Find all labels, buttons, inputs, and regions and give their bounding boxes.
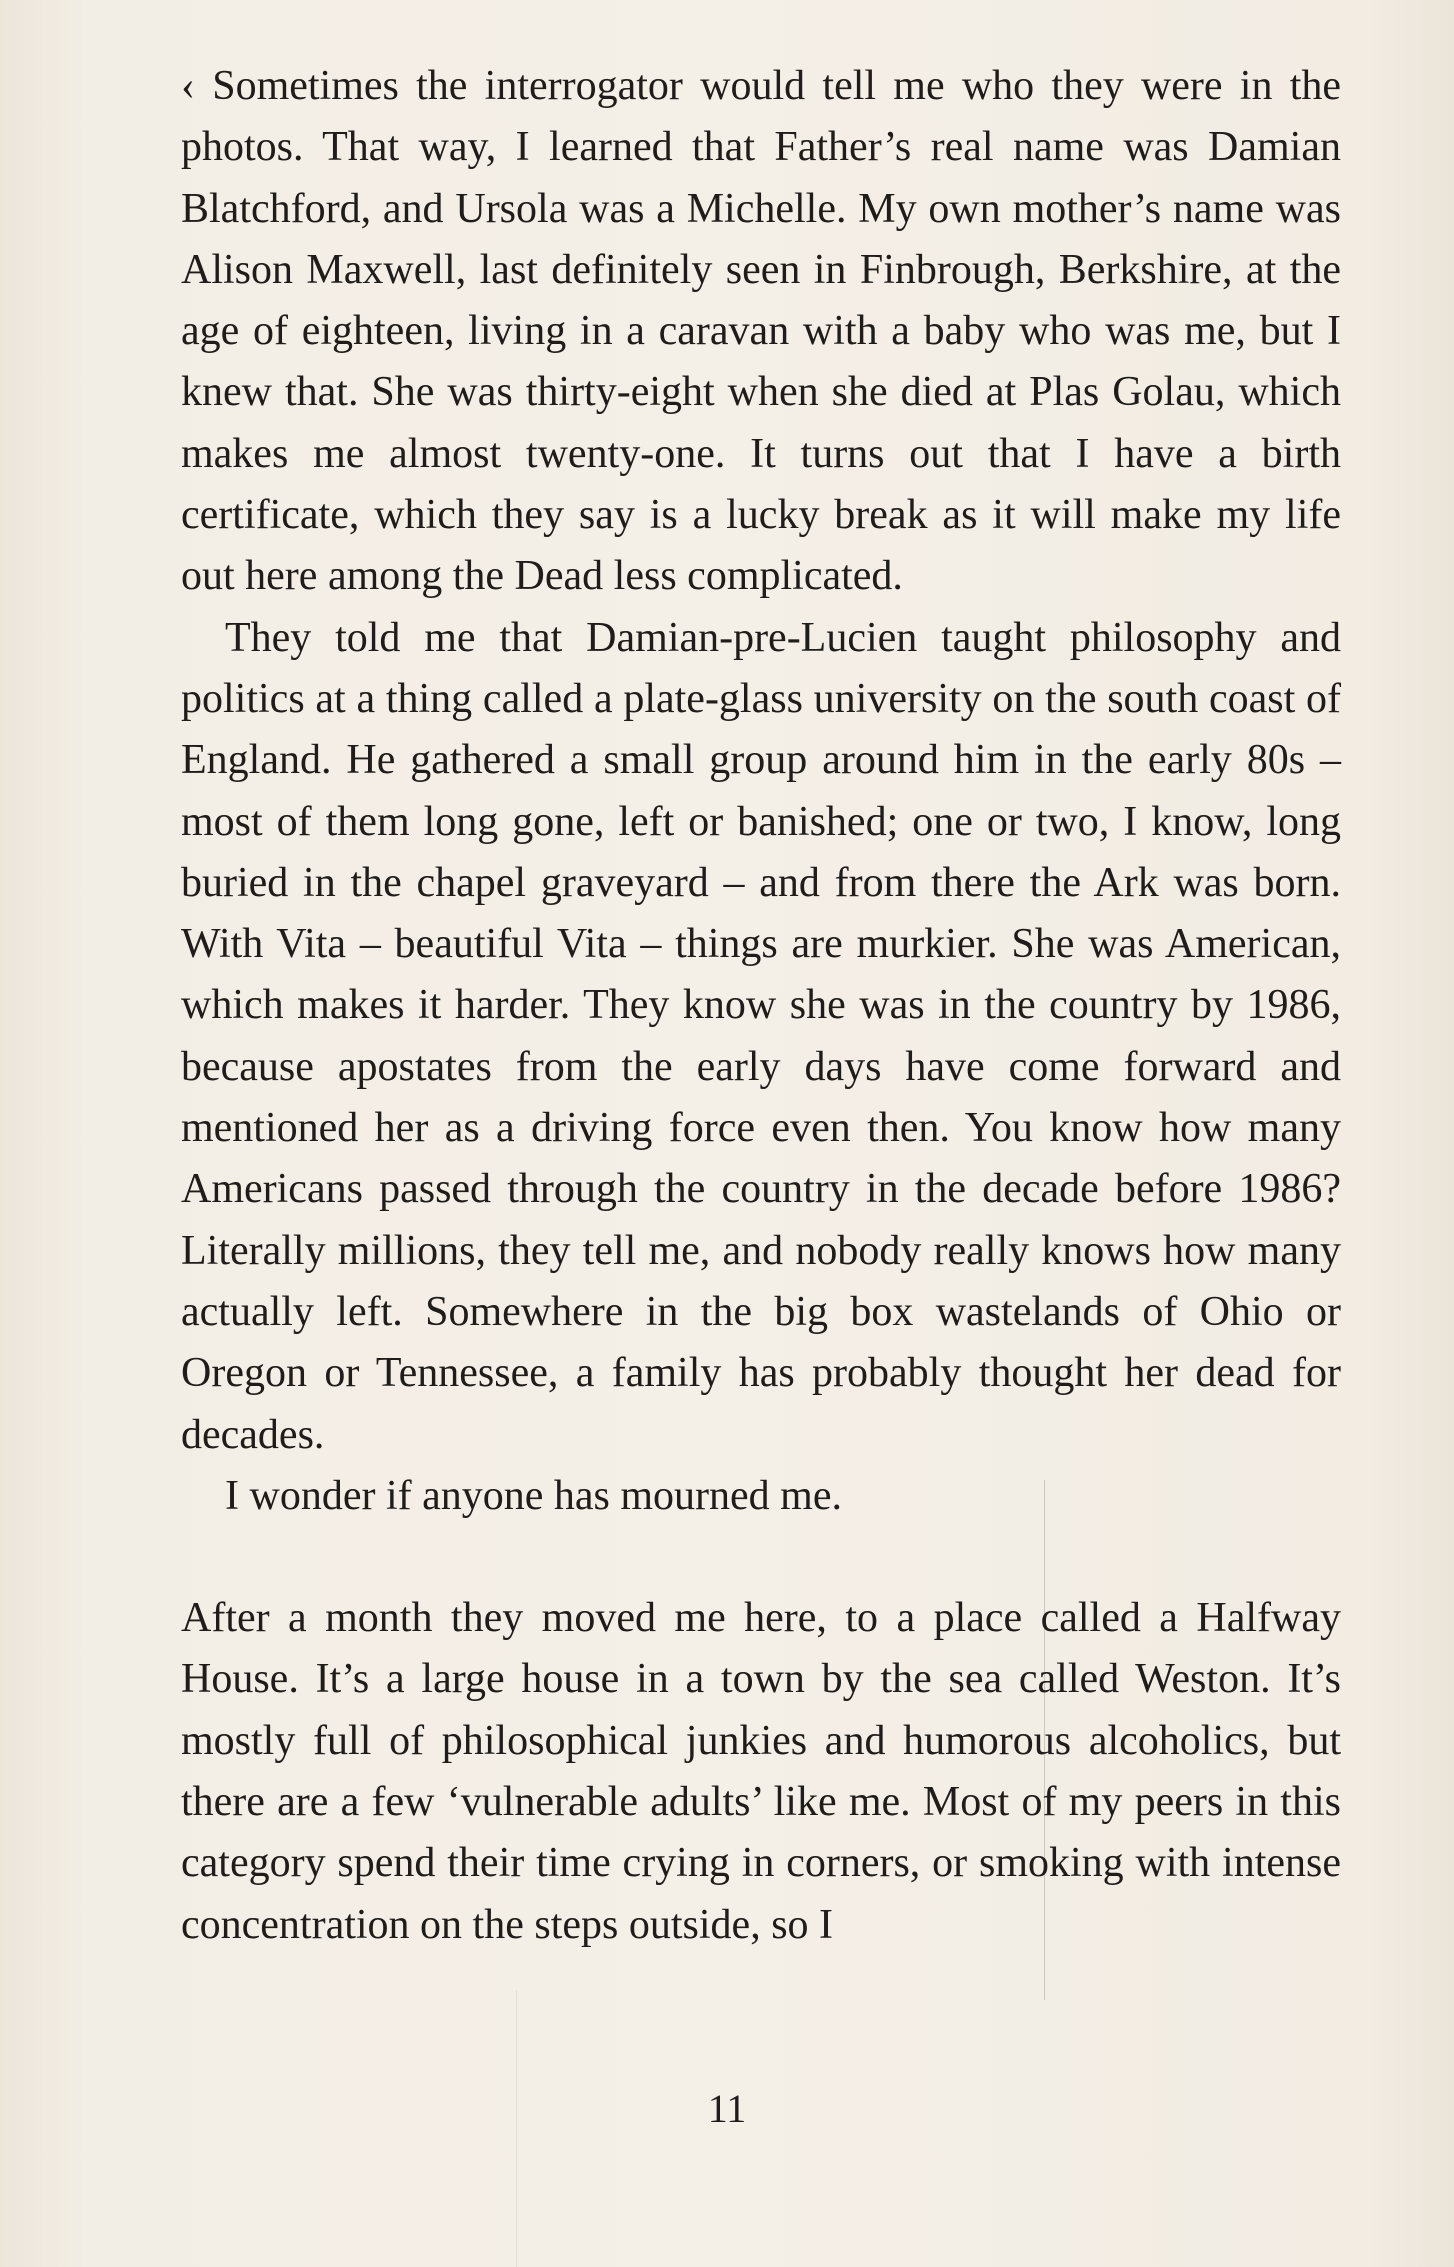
paragraph: I wonder if anyone has mourned me. [225,1472,842,1519]
paragraph: They told me that Damian-pre-Lucien taught philosophy and politics at a thing called a plate-glass university on the south coast of England. He gathered a small group around him in the early 80s – most of them long gone, left or banished; one or two, I know, long buried in the chapel graveyard – and from there the Ark was born. With Vita – beautiful Vita – things are murkier. She was American, which makes it harder. They know she was in the country by 1986, because apostates from the early days have come forward and mentioned her as a driving force even then. You know how many Americans passed through the country in the decade before 1986? Literally millions, they tell me, and nobody really knows how many actually left. Somewhere in the big box wastelands of Ohio or Oregon or Tennessee, a family has probably thought her dead for decades. [181,614,1341,1458]
body-text [181,56,1341,1956]
paragraph: ‹ Sometimes the interrogator would tell me who they were in the photos. That way, I learned that Father’s real name was Damian Blatchford, and Ursola was a Michelle. My own mother’s name was Alison Maxwell, last definitely seen in Finbrough, Berkshire, at the age of eighteen, living in a caravan with a baby who was me, but I knew that. She was thirty-eight when she died at Plas Golau, which makes me almost twenty-one. It turns out that I have a birth certificate, which they say is a lucky break as it will make my life out here among the Dead less complicated. [181,63,1341,600]
page-number: 11 [707,2086,747,2131]
paragraph: After a month they moved me here, to a place called a Halfway House. It’s a large house in a town by the sea called Weston. It’s mostly full of philosophical junkies and humorous alcoholics, but there are a few ‘vulnerable adults’ like me. Most of my peers in this category spend their time crying in corners, or smoking with intense concentration on the steps outside, so I [181,1595,1341,1948]
